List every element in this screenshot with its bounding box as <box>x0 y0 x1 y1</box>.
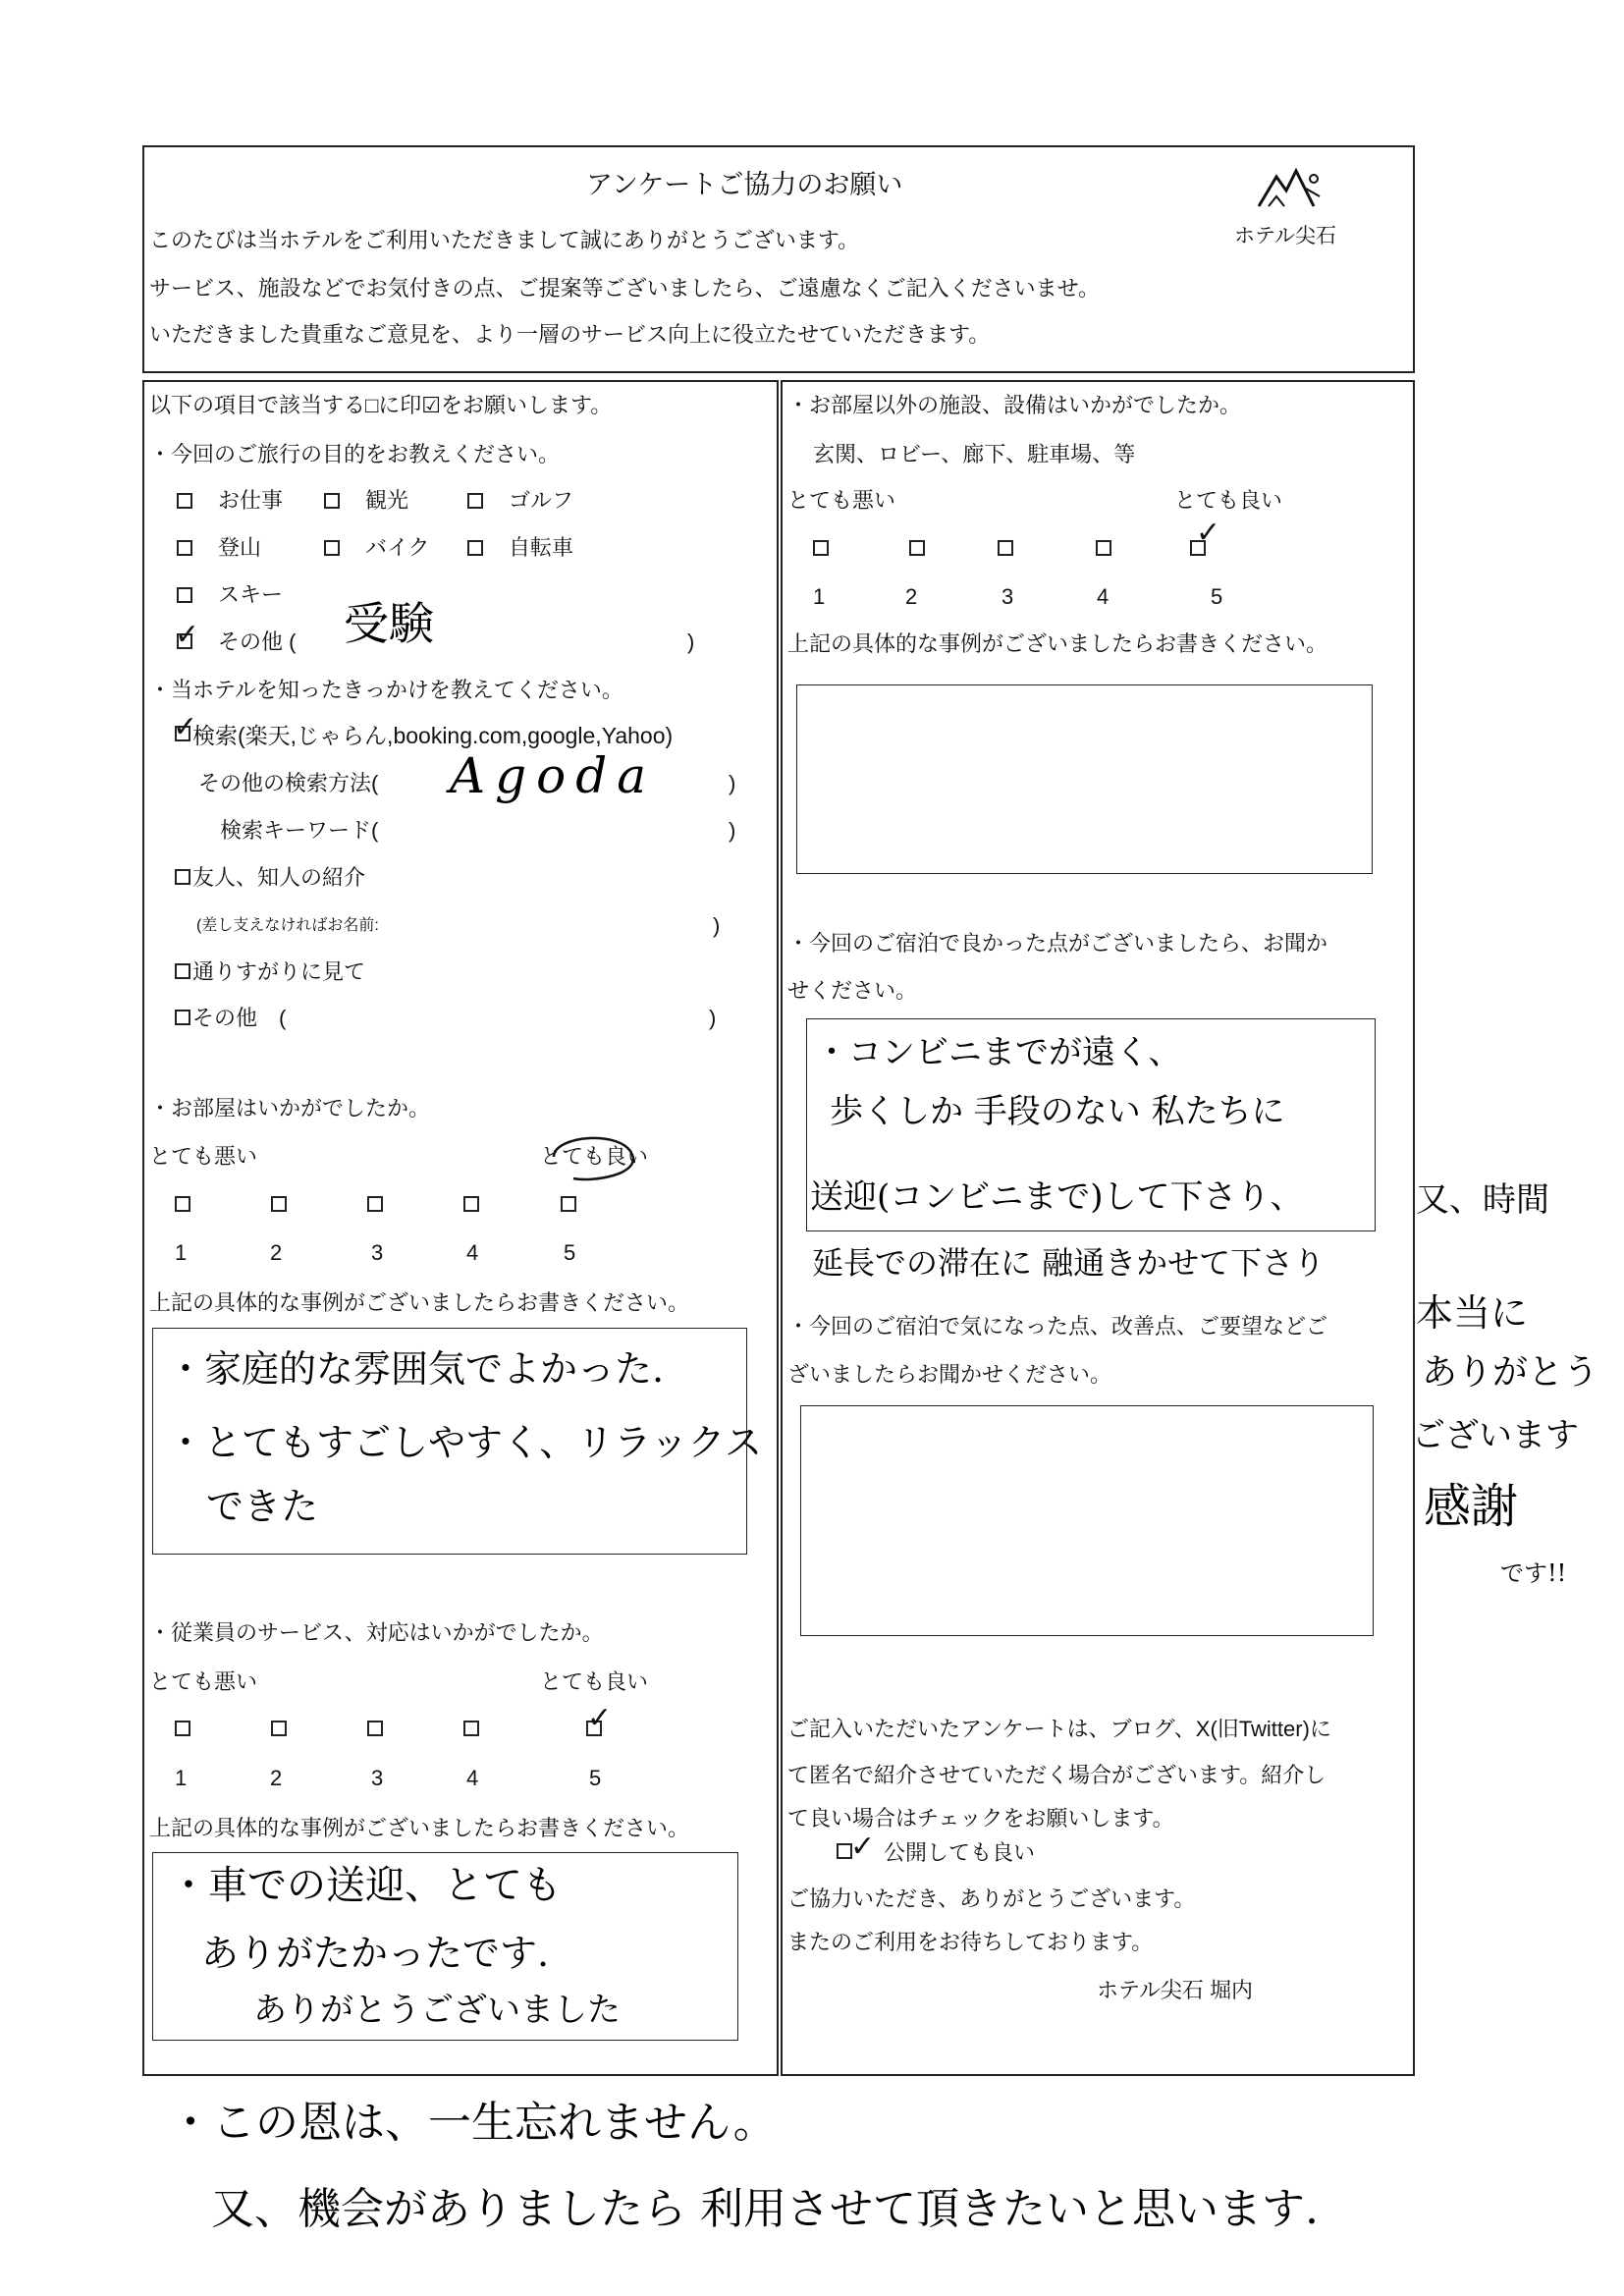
margin-note-right-4: ございます <box>1412 1416 1579 1455</box>
margin-note-right-6: です!! <box>1500 1559 1567 1587</box>
purpose-other-close: ) <box>687 629 695 654</box>
concerns-question-1: ・今回のご宿泊で気になった点、改善点、ご要望などご <box>787 1314 1328 1339</box>
facility-scale-2: 2 <box>905 584 918 609</box>
good-points-line-4: 延長での滞在に 融通きかせて下さり <box>812 1244 1326 1282</box>
room-rating-2-checkbox[interactable] <box>271 1196 287 1212</box>
room-scale-3: 3 <box>371 1240 384 1265</box>
search-keyword-label: 検索キーワード( <box>220 818 379 843</box>
friend-name-note: (差し支えなければお名前: <box>196 917 379 934</box>
staff-rating-1-checkbox[interactable] <box>175 1721 190 1736</box>
facility-rating-2-checkbox[interactable] <box>909 540 925 556</box>
room-detail-line-2: ・とてもすごしやすく、リラックス <box>167 1421 763 1464</box>
intro-line-2: サービス、施設などでお気付きの点、ご提案等ございましたら、ご遠慮なくご記入くださいませ。 <box>149 276 1101 301</box>
facility-rating-5-checkmark: ✓ <box>1196 516 1221 550</box>
facility-scale-1: 1 <box>813 584 826 609</box>
room-detail-line-3: できた <box>206 1485 319 1528</box>
room-rating-1-checkbox[interactable] <box>175 1196 190 1212</box>
purpose-question: ・今回のご旅行の目的をお教えください。 <box>149 442 561 466</box>
staff-rating-4-checkbox[interactable] <box>463 1721 479 1736</box>
staff-rating-2-checkbox[interactable] <box>271 1721 287 1736</box>
staff-detail-line-1: ・車での送迎、とても <box>169 1863 562 1908</box>
facility-rating-1-checkbox[interactable] <box>813 540 829 556</box>
staff-high-label: とても良い <box>540 1669 649 1694</box>
margin-note-right-1: 又、時間 <box>1416 1180 1549 1220</box>
staff-detail-prompt: 上記の具体的な事例がございましたらお書きください。 <box>149 1816 690 1840</box>
facility-rating-3-checkbox[interactable] <box>998 540 1013 556</box>
discovery-question: ・当ホテルを知ったきっかけを教えてください。 <box>149 678 623 702</box>
other-search-method-label: その他の検索方法( <box>198 771 379 795</box>
facility-scale-3: 3 <box>1001 584 1014 609</box>
purpose-bike-checkbox[interactable] <box>324 540 340 556</box>
room-low-label: とても悪い <box>149 1144 258 1169</box>
staff-scale-2: 2 <box>270 1766 283 1790</box>
facility-rating-4-checkbox[interactable] <box>1096 540 1111 556</box>
room-detail-line-1: ・家庭的な雰囲気でよかった. <box>167 1347 665 1391</box>
margin-note-right-2: 本当に <box>1416 1291 1529 1335</box>
publish-note-2: て匿名で紹介させていただく場合がございます。紹介し <box>787 1763 1326 1787</box>
other-search-method-handwritten: Agoda <box>450 747 657 804</box>
staff-low-label: とても悪い <box>149 1669 258 1694</box>
purpose-work-label: お仕事 <box>218 488 284 513</box>
purpose-sightseeing-label: 観光 <box>365 488 409 513</box>
good-points-line-1: ・コンビニまでが遠く、 <box>815 1033 1182 1072</box>
room-high-label: とても良い <box>540 1144 649 1169</box>
purpose-bicycle-checkbox[interactable] <box>467 540 483 556</box>
good-points-question-1: ・今回のご宿泊で良かった点がございましたら、お聞か <box>787 931 1328 956</box>
facility-detail-prompt: 上記の具体的な事例がございましたらお書きください。 <box>787 631 1328 656</box>
margin-note-right-3: ありがとう <box>1422 1352 1599 1393</box>
facility-high-label: とても良い <box>1174 488 1283 513</box>
facility-scale-4: 4 <box>1097 584 1110 609</box>
other-search-method-close: ) <box>729 771 736 795</box>
room-high-label-circle <box>534 1127 652 1186</box>
staff-scale-3: 3 <box>371 1766 384 1790</box>
room-question: ・お部屋はいかがでしたか。 <box>149 1096 431 1121</box>
staff-detail-line-3: ありがとうございました <box>253 1991 621 2030</box>
hotel-logo-text: ホテル尖石 <box>1234 225 1336 247</box>
discovery-search-checkmark: ✓ <box>173 710 198 744</box>
room-rating-4-checkbox[interactable] <box>463 1196 479 1212</box>
purpose-other-label: その他 ( <box>218 629 297 654</box>
purpose-bike-label: バイク <box>365 535 430 560</box>
good-points-line-2: 歩くしか 手段のない 私たちに <box>830 1092 1285 1131</box>
search-keyword-close: ) <box>729 818 736 843</box>
publish-note-1: ご記入いただいたアンケートは、ブログ、X(旧Twitter)に <box>787 1717 1331 1741</box>
purpose-ski-checkbox[interactable] <box>177 587 192 603</box>
staff-rating-3-checkbox[interactable] <box>367 1721 383 1736</box>
room-scale-2: 2 <box>270 1240 283 1265</box>
discovery-other-label: その他 ( <box>192 1006 287 1030</box>
purpose-other-checkmark: ✓ <box>175 618 200 652</box>
facility-low-label: とても悪い <box>787 488 896 513</box>
room-scale-1: 1 <box>175 1240 188 1265</box>
margin-note-bottom-1: ・この恩は、一生忘れません。 <box>169 2098 777 2148</box>
thanks-line-2: またのご利用をお待ちしております。 <box>787 1930 1154 1954</box>
facility-detail-box <box>796 684 1373 874</box>
margin-note-right-5: 感謝 <box>1424 1479 1519 1534</box>
survey-title: アンケートご協力のお願い <box>586 170 903 199</box>
facility-scale-5: 5 <box>1211 584 1223 609</box>
concerns-box <box>800 1405 1374 1636</box>
room-detail-prompt: 上記の具体的な事例がございましたらお書きください。 <box>149 1290 690 1315</box>
publish-ok-checkmark: ✓ <box>850 1830 876 1864</box>
purpose-other-handwritten: 受験 <box>344 597 434 650</box>
purpose-hiking-checkbox[interactable] <box>177 540 192 556</box>
room-scale-4: 4 <box>466 1240 479 1265</box>
thanks-line-1: ご協力いただき、ありがとうございます。 <box>787 1886 1196 1911</box>
intro-line-3: いただきました貴重なご意見を、より一層のサービス向上に役立たせていただきます。 <box>149 322 991 347</box>
staff-rating-5-checkmark: ✓ <box>587 1701 613 1735</box>
room-rating-3-checkbox[interactable] <box>367 1196 383 1212</box>
purpose-golf-label: ゴルフ <box>509 488 574 513</box>
room-scale-5: 5 <box>564 1240 576 1265</box>
purpose-sightseeing-checkbox[interactable] <box>324 493 340 509</box>
purpose-ski-label: スキー <box>218 582 284 607</box>
staff-scale-5: 5 <box>589 1766 602 1790</box>
hotel-logo-mountain-icon <box>1255 167 1324 211</box>
purpose-golf-checkbox[interactable] <box>467 493 483 509</box>
publish-ok-label: 公開しても良い <box>884 1840 1036 1865</box>
publish-note-3: て良い場合はチェックをお願いします。 <box>787 1806 1174 1831</box>
staff-scale-4: 4 <box>466 1766 479 1790</box>
discovery-friend-checkbox[interactable] <box>175 869 190 885</box>
margin-note-bottom-2: 又、機会がありましたら 利用させて頂きたいと思います. <box>211 2184 1319 2234</box>
good-points-question-2: せください。 <box>787 978 918 1003</box>
staff-scale-1: 1 <box>175 1766 188 1790</box>
good-points-line-3: 送迎(コンビニまで)して下さり、 <box>810 1177 1304 1217</box>
discovery-passing-checkbox[interactable] <box>175 963 190 979</box>
purpose-work-checkbox[interactable] <box>177 493 192 509</box>
facility-examples: 玄関、ロビー、廊下、駐車場、等 <box>813 442 1136 466</box>
facility-question: ・お部屋以外の施設、設備はいかがでしたか。 <box>787 393 1242 417</box>
instruction-text: 以下の項目で該当する□に印☑をお願いします。 <box>149 393 613 417</box>
intro-line-1: このたびは当ホテルをご利用いただきまして誠にありがとうございます。 <box>149 228 860 252</box>
discovery-other-checkbox[interactable] <box>175 1010 190 1025</box>
discovery-other-close: ) <box>709 1006 717 1030</box>
concerns-question-2: ざいましたらお聞かせください。 <box>787 1362 1112 1387</box>
discovery-friend-label: 友人、知人の紹介 <box>192 865 366 890</box>
discovery-search-label: 検索(楽天,じゃらん,booking.com,google,Yahoo) <box>192 723 674 748</box>
room-rating-5-checkbox[interactable] <box>561 1196 576 1212</box>
staff-detail-line-2: ありがたかったです. <box>201 1932 550 1975</box>
purpose-bicycle-label: 自転車 <box>509 535 574 560</box>
signature: ホテル尖石 堀内 <box>1097 1978 1254 2002</box>
friend-name-close: ) <box>713 913 721 938</box>
purpose-hiking-label: 登山 <box>218 535 262 560</box>
staff-question: ・従業員のサービス、対応はいかがでしたか。 <box>149 1620 604 1645</box>
discovery-passing-label: 通りすがりに見て <box>192 959 366 984</box>
